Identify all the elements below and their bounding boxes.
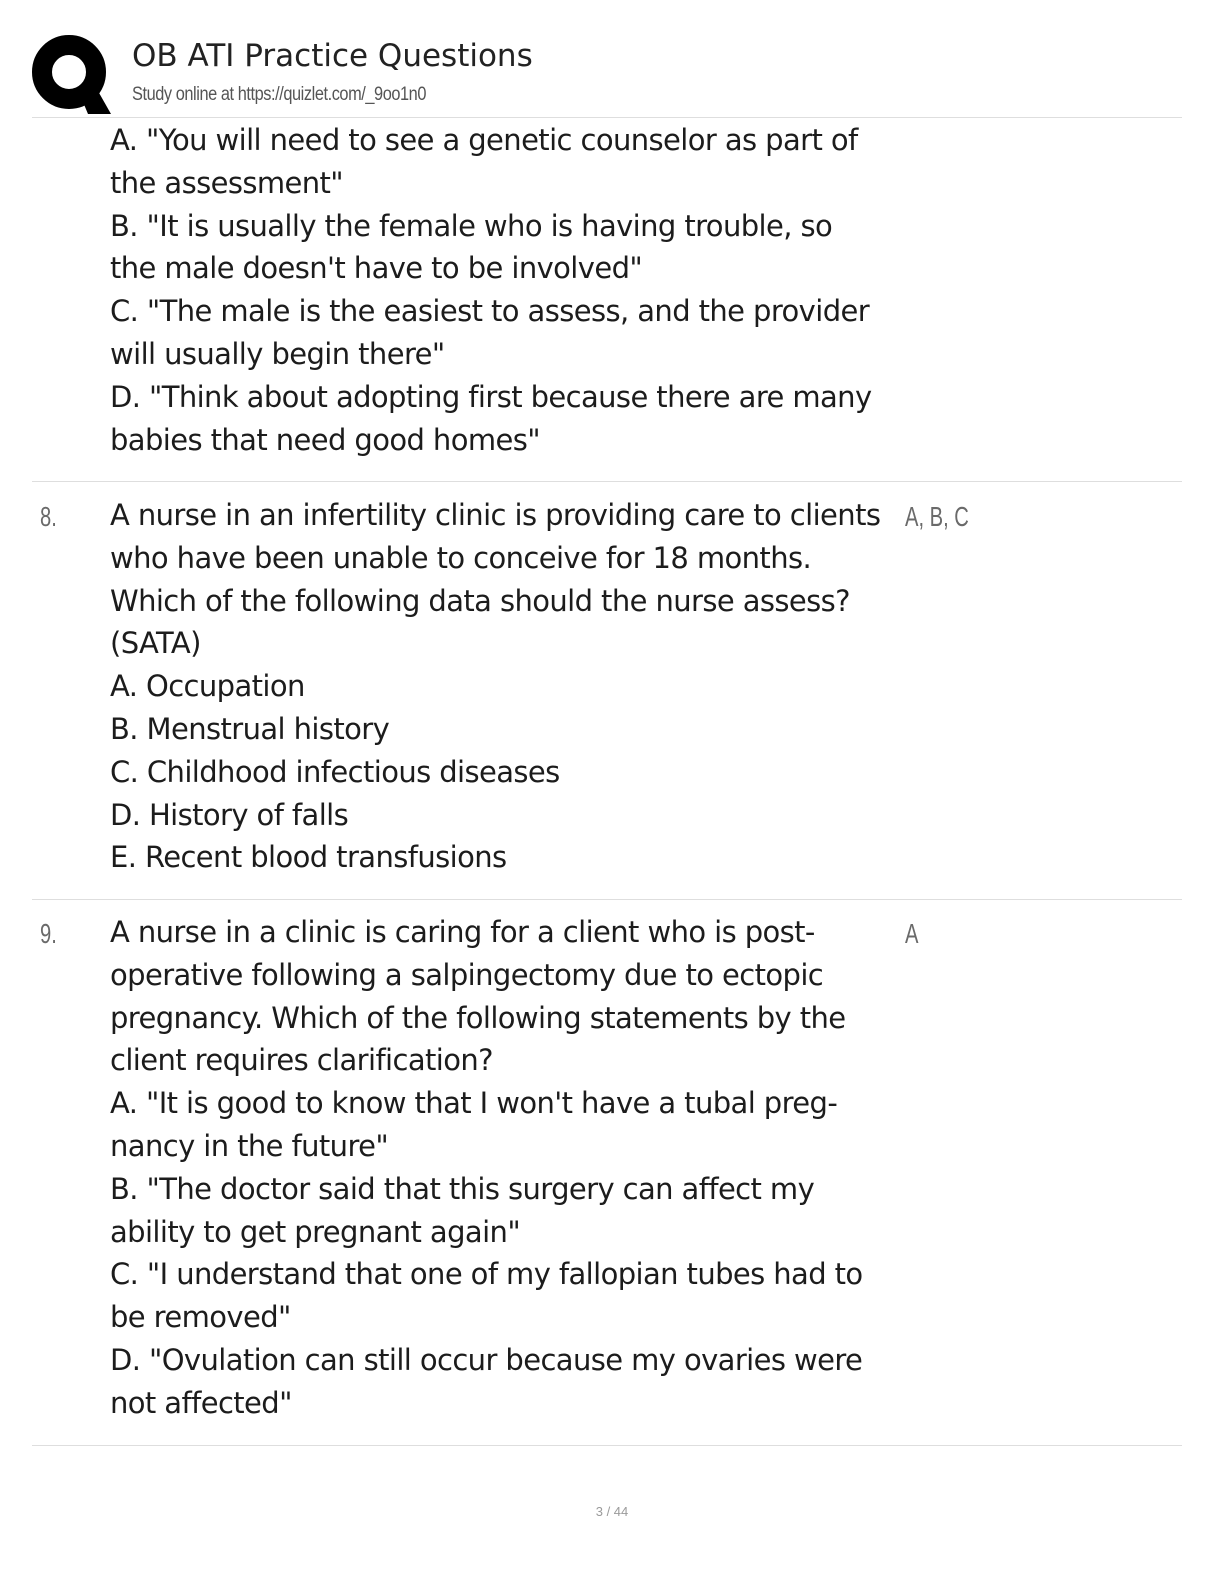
divider bbox=[32, 1445, 1182, 1446]
quizlet-logo-icon bbox=[32, 34, 112, 114]
question-text: A nurse in a clinic is caring for a client who is post- operative following a salpingectomy due to ectopic pregnancy. Which of the following statements by the client requires clarification? A. "It is good to know that I won't have a tubal preg- nancy in the future" B. "The doctor said that this surgery can affect my ability to get pregnant again" C. "I understand that one of my fallopian tubes had to be removed" D. "Ovulation can still occur because my ovaries were not affected" bbox=[110, 915, 863, 1420]
question-text: A nurse in an infertility clinic is providing care to clients who have been unable to conceive for 18 months. Which of the following data should the nurse assess? (SATA) A. Occupation B. Menstrual history C. Childhood infectious diseases D. History of falls E. Recent blood transfusions bbox=[110, 498, 881, 875]
document-title: OB ATI Practice Questions bbox=[132, 38, 533, 74]
page-header bbox=[32, 34, 1182, 118]
divider bbox=[32, 117, 1182, 118]
question-number: 8. bbox=[40, 501, 57, 532]
page-number: 3 / 44 bbox=[595, 1504, 629, 1519]
divider bbox=[32, 481, 1182, 482]
question-number: 9. bbox=[40, 918, 57, 949]
divider bbox=[32, 899, 1182, 900]
answer-text: A, B, C bbox=[905, 501, 969, 532]
study-online-link[interactable]: Study online at https://quizlet.com/_9oo1n0 bbox=[132, 84, 426, 105]
answer-text: A bbox=[905, 918, 919, 949]
card-7-options: A. "You will need to see a genetic counselor as part of the assessment" B. "It is usually the female who is having trouble, so the male doesn't have to be involved" C. "The male is the easiest to assess, and the provider will usually begin there" D. "Think about adopting first because there are many babies that need good homes" bbox=[110, 123, 872, 457]
